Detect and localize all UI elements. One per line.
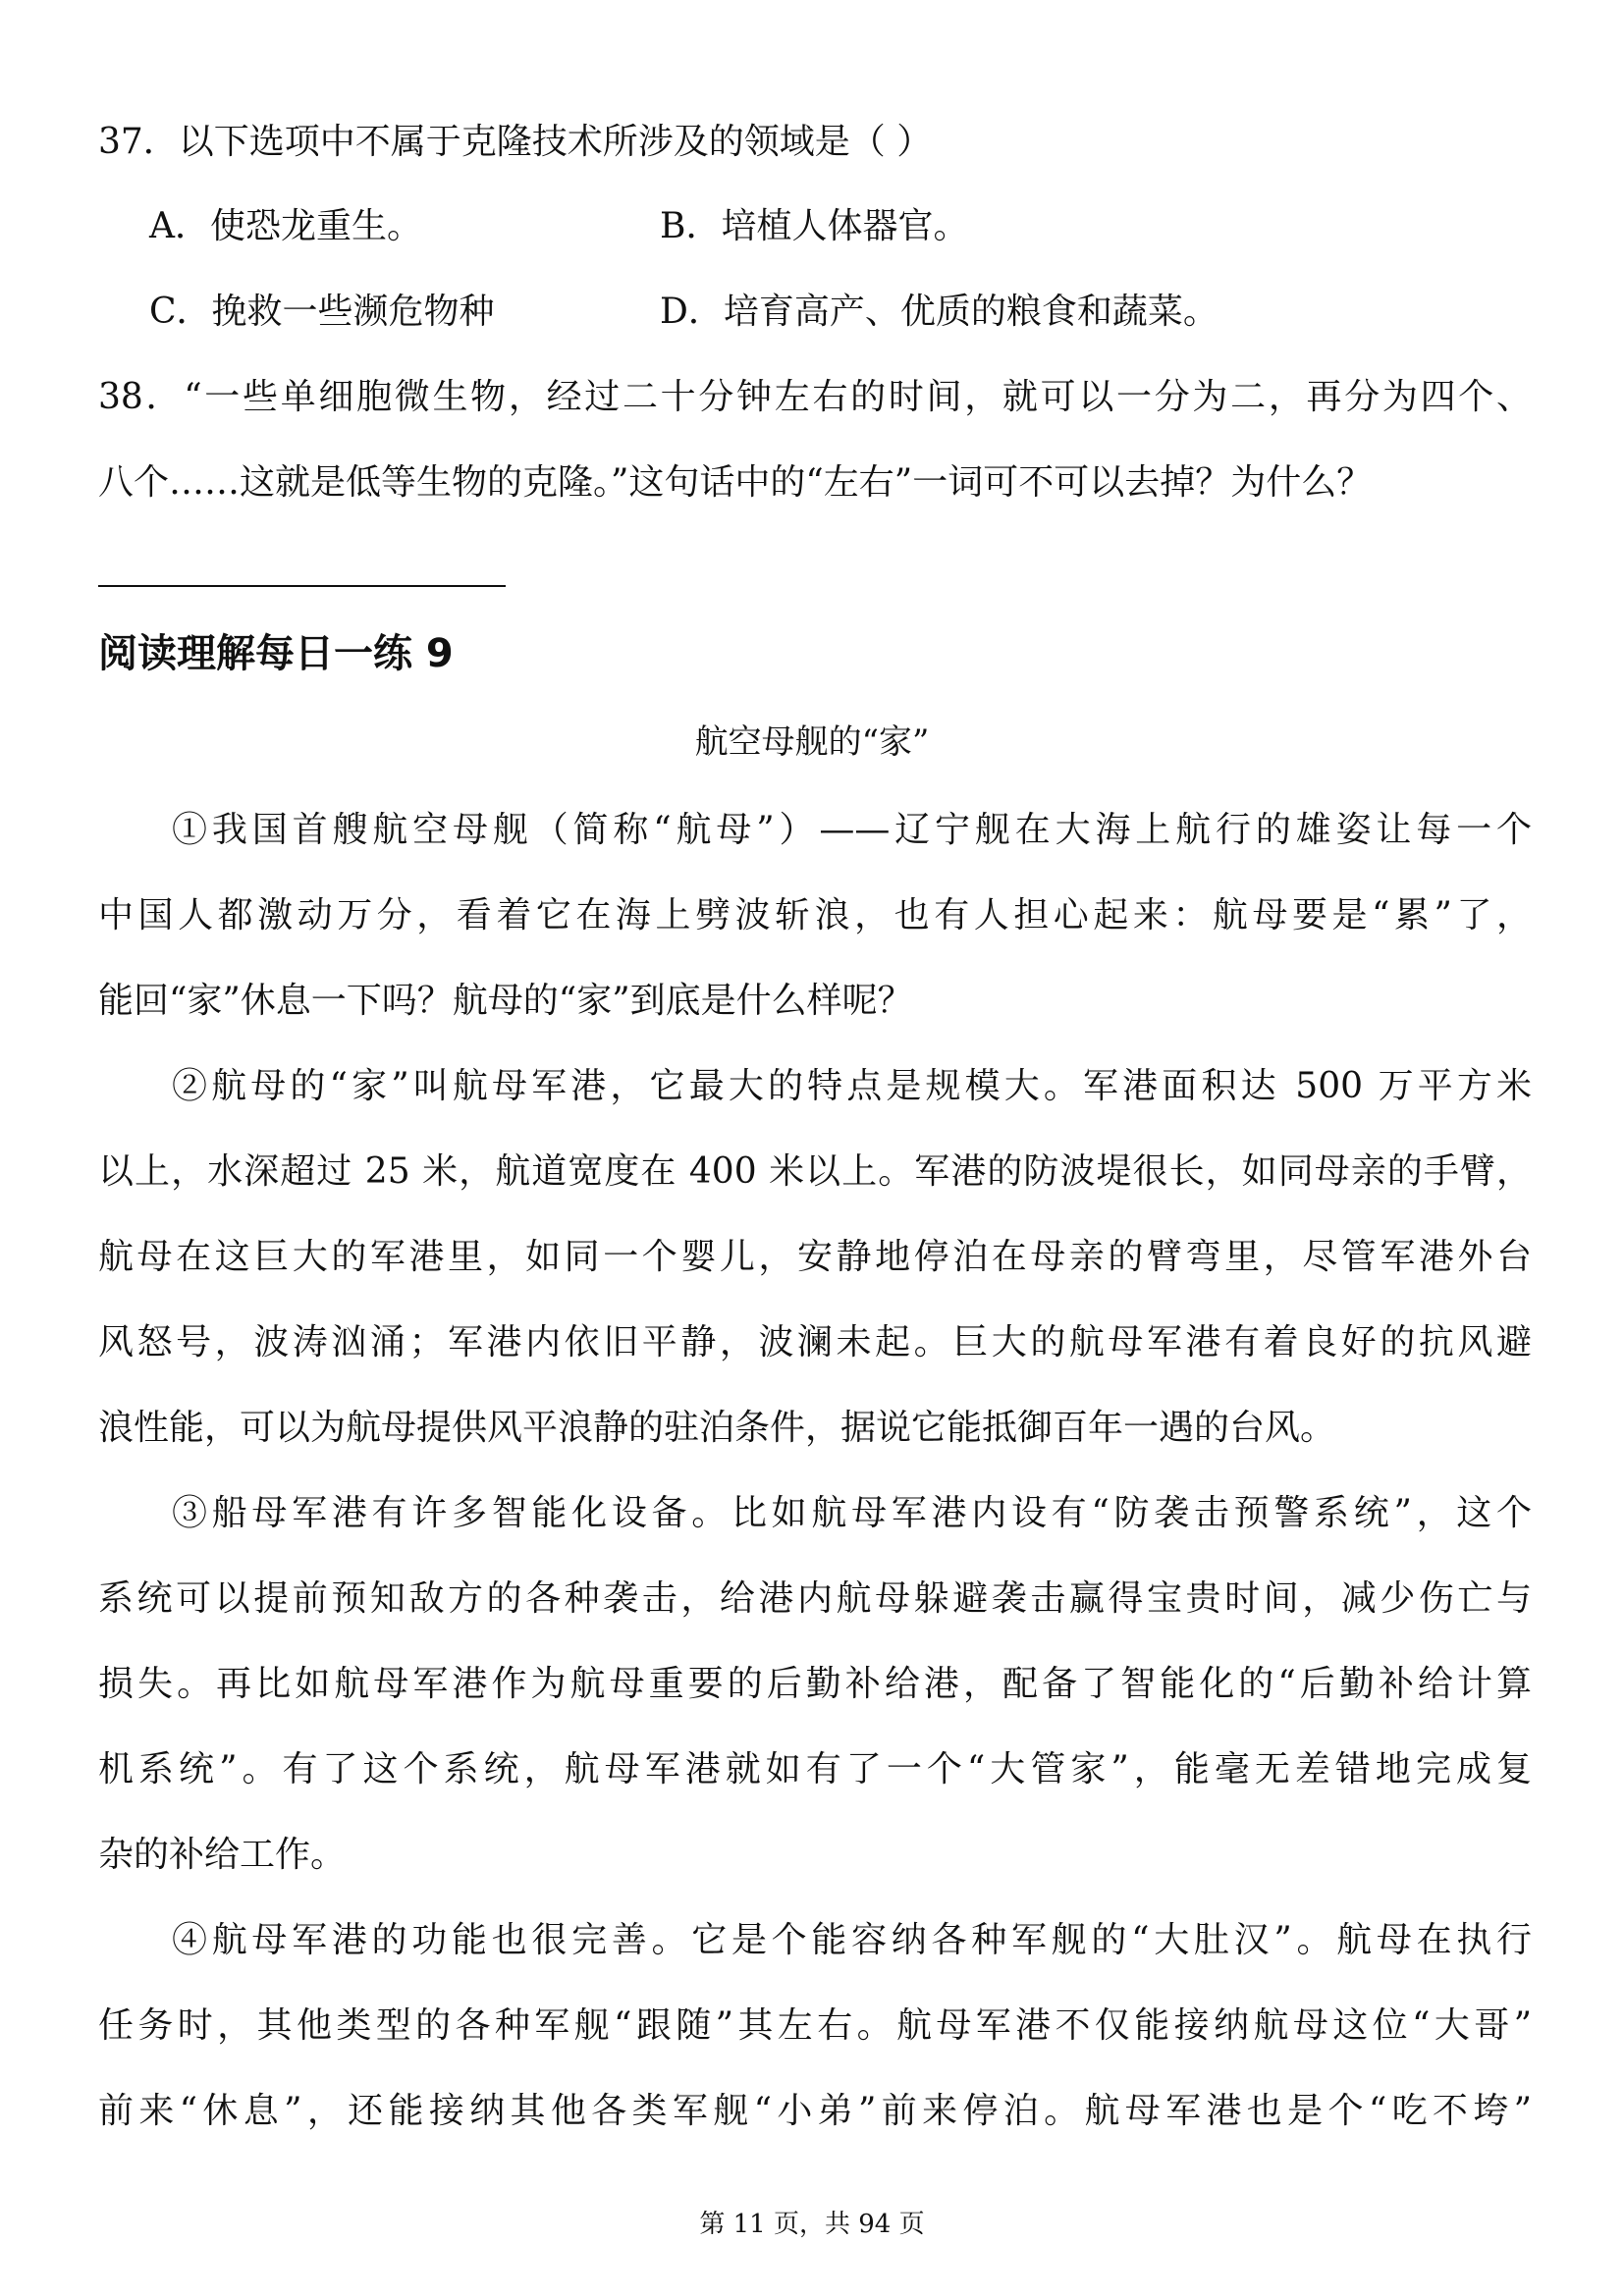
- article-title: 航空母舰的“家”: [694, 722, 930, 762]
- paragraph-1-line-1: ①我国首艘航空母舰（简称“航母”）——辽宁舰在大海上航行的雄姿让每一个: [172, 810, 1532, 850]
- page-footer: 第 11 页，共 94 页: [699, 2210, 925, 2239]
- paragraph-3-line-2: 系统可以提前预知敌方的各种袭击，给港内航母躲避袭击赢得宝贵时间，减少伤亡与: [98, 1578, 1532, 1619]
- paragraph-2-line-3: 航母在这巨大的军港里，如同一个婴儿，安静地停泊在母亲的臂弯里，尽管军港外台: [98, 1237, 1532, 1277]
- question-37-stem: 37．以下选项中不属于克隆技术所涉及的领域是（ ）: [98, 122, 933, 162]
- section-heading: 阅读理解每日一练 9: [98, 631, 454, 676]
- paragraph-2-line-5: 浪性能，可以为航母提供风平浪静的驻泊条件，据说它能抵御百年一遇的台风。: [98, 1408, 1336, 1448]
- paragraph-2-line-4: 风怒号，波涛汹涌；军港内依旧平静，波澜未起。巨大的航母军港有着良好的抗风避: [98, 1322, 1532, 1362]
- paragraph-3-line-3: 损失。再比如航母军港作为航母重要的后勤补给港，配备了智能化的“后勤补给计算: [98, 1664, 1532, 1704]
- paragraph-3-line-4: 机系统”。有了这个系统，航母军港就如有了一个“大管家”，能毫无差错地完成复: [98, 1749, 1532, 1789]
- paragraph-1-line-2: 中国人都激动万分，看着它在海上劈波斩浪，也有人担心起来：航母要是“累”了，: [98, 895, 1532, 935]
- paragraph-3-line-1: ③船母军港有许多智能化设备。比如航母军港内设有“防袭击预警系统”，这个: [172, 1493, 1532, 1533]
- paragraph-4-line-1: ④航母军港的功能也很完善。它是个能容纳各种军舰的“大肚汉”。航母在执行: [172, 1920, 1532, 1960]
- question-37-option-a: A．使恐龙重生。: [149, 206, 422, 246]
- section-divider: [98, 585, 506, 587]
- paragraph-4-line-3: 前来“休息”，还能接纳其他各类军舰“小弟”前来停泊。航母军港也是个“吃不垮”: [98, 2091, 1532, 2131]
- question-37-option-b: B．培植人体器官。: [660, 206, 969, 246]
- question-38-line-1: 38．“一些单细胞微生物，经过二十分钟左右的时间，就可以一分为二，再分为四个、: [98, 377, 1532, 417]
- paragraph-3-line-5: 杂的补给工作。: [98, 1835, 347, 1875]
- paragraph-2-line-1: ②航母的“家”叫航母军港，它最大的特点是规模大。军港面积达 500 万平方米: [172, 1066, 1532, 1106]
- paragraph-2-line-2: 以上，水深超过 25 米，航道宽度在 400 米以上。军港的防波堤很长，如同母亲的手臂，: [98, 1151, 1532, 1192]
- question-37-option-d: D．培育高产、优质的粮食和蔬菜。: [660, 292, 1218, 332]
- question-38-line-2: 八个……这就是低等生物的克隆。”这句话中的“左右”一词可不可以去掉？为什么？: [98, 462, 1373, 503]
- paragraph-1-line-3: 能回“家”休息一下吗？航母的“家”到底是什么样呢？: [98, 981, 913, 1021]
- paragraph-4-line-2: 任务时，其他类型的各种军舰“跟随”其左右。航母军港不仅能接纳航母这位“大哥”: [98, 2005, 1532, 2046]
- question-37-option-c: C．挽救一些濒危物种: [149, 292, 495, 332]
